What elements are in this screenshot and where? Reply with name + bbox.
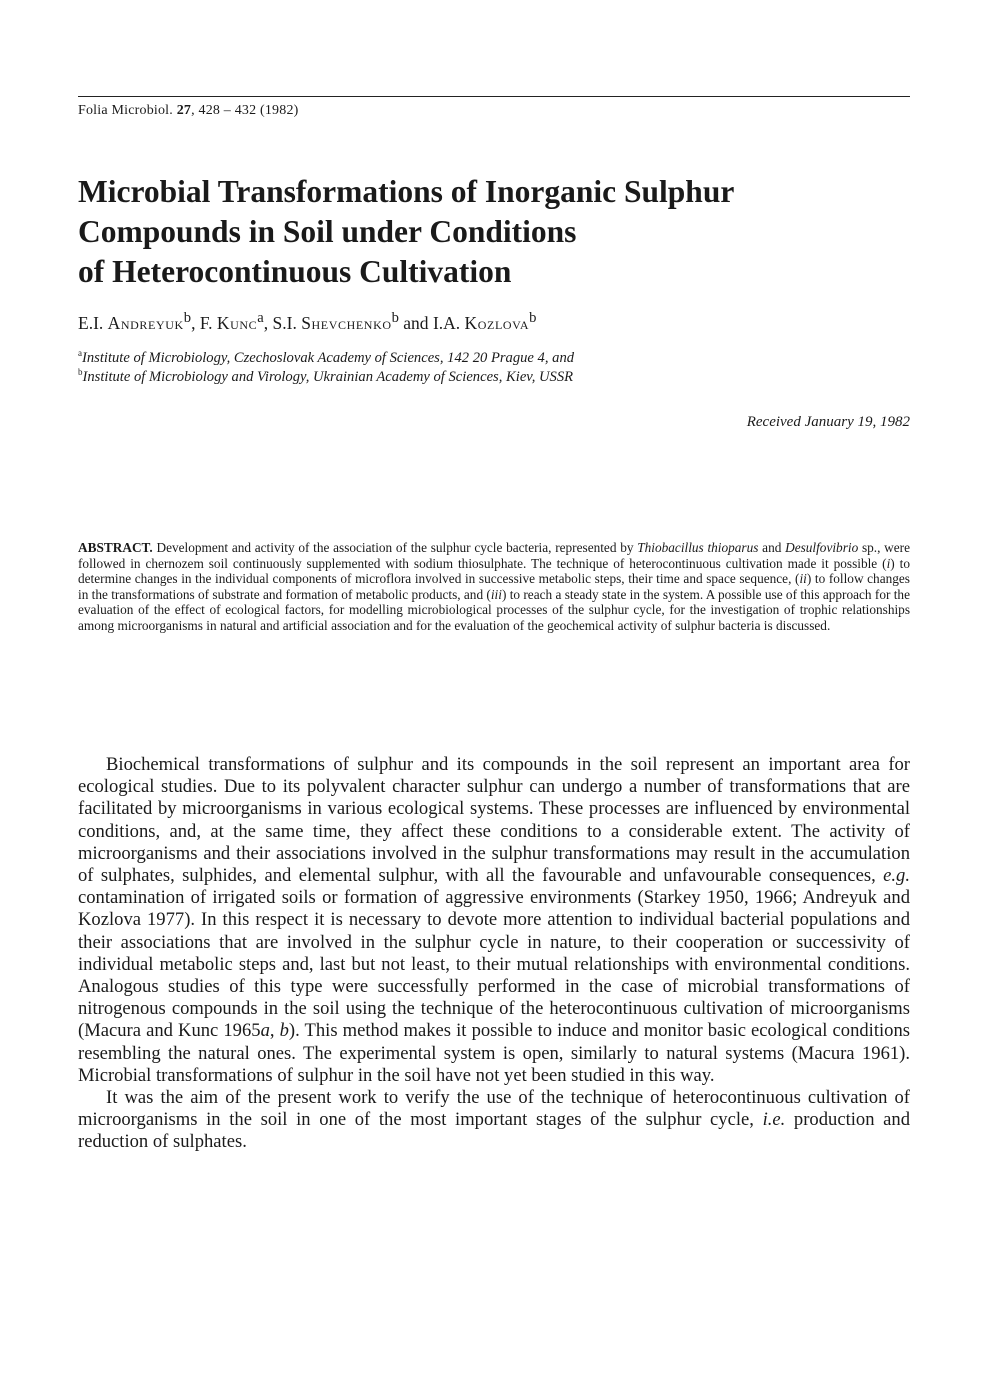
paragraph-text: It was the aim of the present work to verify the use of the technique of heterocontinuous cultivation of microorganisms in the soil in one of the most important stages of the sulphur cycle, — [78, 1087, 910, 1131]
abstract-text: Development and activity of the association of the sulphur cycle bacteria, represented by — [152, 540, 638, 555]
author-initials: E.I. — [78, 313, 108, 333]
author-initials: I.A. — [432, 313, 465, 333]
journal-pages: , 428 – 432 (1982) — [191, 103, 299, 118]
author-separator: , — [263, 313, 273, 333]
abstract-label: ABSTRACT. — [78, 540, 153, 555]
citation-letter: a — [260, 1020, 270, 1042]
author-surname: Andreyuk — [107, 313, 184, 333]
received-date: Received January 19, 1982 — [746, 414, 910, 430]
header-rule — [78, 96, 910, 97]
body-text — [78, 754, 910, 1154]
author-affil-mark: a — [257, 310, 264, 327]
abstract-text: ) to follow changes in the transformations of substrate and formation of metabolic products, and ( — [78, 571, 910, 602]
journal-volume: 27 — [176, 103, 192, 118]
abstract-text: and — [758, 540, 786, 555]
body-paragraph — [78, 754, 910, 1087]
affiliation — [78, 349, 574, 368]
abstract-text: ) to determine changes in the individual components of microflora involved in successive metabolic steps, their time and space sequence, ( — [78, 555, 910, 587]
abstract-text: sp., were followed in chernozem soil continuously supplemented with sodium thiosulphate. The technique of heterocontinuous cultivation made it possible ( — [78, 540, 910, 571]
abstract-text: ) to reach a steady state in the system. A possible use of this approach for the evaluation of the effect of ecological factors, for modelling microbiological processes of the sulphur cycle, for the investigation of trophic relationships among microorganisms in natural and artificial association and for the evaluation of the geochemical activity of sulphur bacteria is discussed. — [78, 586, 910, 633]
journal-name: Folia Microbiol. — [78, 103, 173, 118]
author — [272, 310, 399, 333]
paragraph-text: production and reduction of sulphates. — [78, 1109, 910, 1153]
affiliation-text: Institute of Microbiology and Virology, Ukrainian Academy of Sciences, Kiev, USSR — [82, 369, 574, 385]
author-separator: and — [398, 313, 433, 333]
author-surname: Kunc — [216, 313, 258, 333]
abbreviation: i.e. — [762, 1109, 786, 1131]
enum-numeral: i — [886, 555, 891, 571]
title-line: Compounds in Soil under Conditions — [78, 214, 577, 249]
affiliation — [78, 368, 574, 387]
journal-reference — [78, 103, 299, 119]
author — [199, 310, 264, 333]
abstract — [78, 540, 910, 634]
body-paragraph — [78, 1087, 910, 1154]
paragraph-text: contamination of irrigated soils or formation of aggressive environments (Starkey 1950, 1966; Andreyuk and Kozlova 1977). In this respect it is necessary to devote more attention to individual bacterial populations and their associations that are involved in the sulphur cycle in nature, to their cooperation or successivity of individual metabolic steps and, last but not least, to their mutual relationships with environmental conditions. Analogous studies of this type were successfully performed in the case of microbial transformations of nitrogenous compounds in the soil using the technique of the heterocontinuous cultivation of microorganisms (Macura and Kunc 1965 — [78, 887, 910, 1042]
affiliations — [78, 349, 574, 387]
abbreviation: e.g. — [883, 865, 910, 887]
enum-numeral: ii — [799, 571, 807, 587]
affiliation-mark: b — [78, 367, 83, 378]
author-list — [78, 310, 537, 334]
paper-title — [78, 172, 910, 292]
citation-letter: b — [279, 1020, 289, 1042]
enum-numeral: iii — [490, 586, 502, 602]
author-separator: , — [191, 313, 200, 333]
author-affil-mark: b — [391, 310, 399, 327]
affiliation-text: Institute of Microbiology, Czechoslovak Academy of Sciences, 142 20 Prague 4, and — [82, 350, 575, 366]
title-line: Microbial Transformations of Inorganic Sulphur — [78, 174, 735, 209]
author-affil-mark: b — [529, 310, 537, 327]
species-name: Thiobacillus thioparus — [637, 540, 759, 555]
author-initials: S.I. — [272, 313, 302, 333]
author-surname: Kozlova — [464, 313, 530, 333]
citation-separator: , — [269, 1020, 280, 1042]
author-initials: F. — [199, 313, 217, 333]
author-affil-mark: b — [183, 310, 192, 327]
author — [432, 310, 537, 333]
species-name: Desulfovibrio — [785, 540, 859, 555]
affiliation-mark: a — [78, 348, 82, 359]
paragraph-text: Biochemical transformations of sulphur and its compounds in the soil represent an important area for ecological studies. Due to its polyvalent character sulphur can undergo a number of transformations that are facilitated by microorganisms in various ecological systems. These processes are influenced by environmental conditions, and, at the same time, they affect these conditions to a considerable extent. The activity of microorganisms and their associations involved in the sulphur transformations may result in the accumulation of sulphates, sulphides, and elemental sulphur, with all the favourable and unfavourable consequences, — [78, 754, 910, 887]
paragraph-text: ). This method makes it possible to induce and monitor basic ecological conditions resembling the natural ones. The experimental system is open, similarly to natural systems (Macura 1961). Microbial transformations of sulphur in the soil have not yet been studied in this way. — [78, 1020, 911, 1086]
author-surname: Shevchenko — [301, 313, 392, 333]
title-line: of Heterocontinuous Cultivation — [78, 254, 512, 289]
author — [78, 310, 192, 333]
